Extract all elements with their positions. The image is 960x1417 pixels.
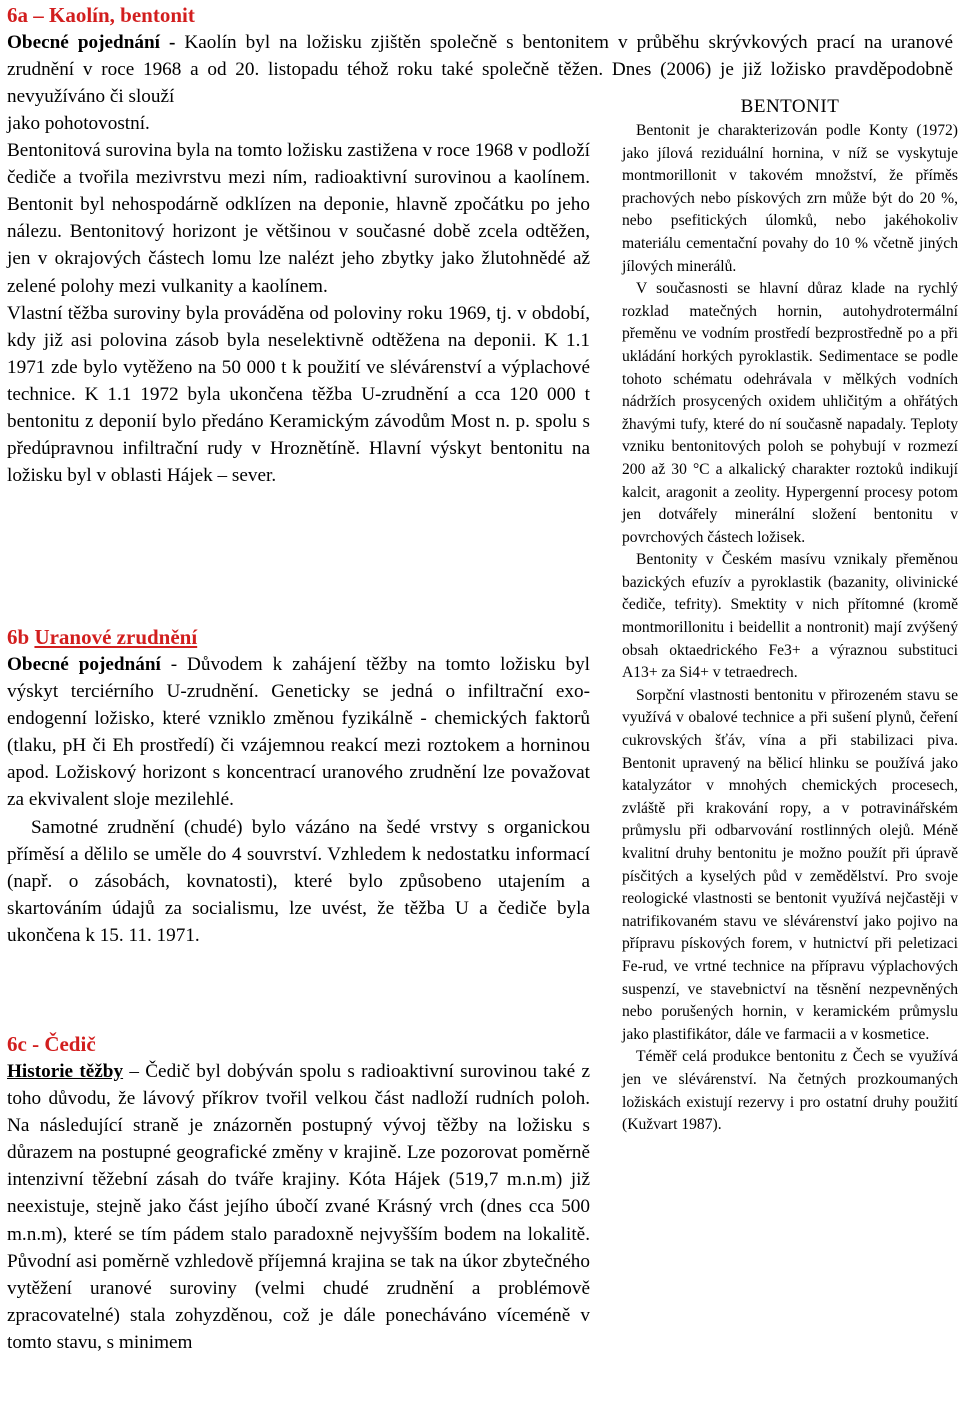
section-6a-paragraph-1: Bentonitová surovina byla na tomto ložisku zastižena v roce 1968 v podloží čediče a tvořila mezivrstvu mezi ním, radioaktivní surovinou a kaolínem. Bentonit byl nehospodárně odklízen na deponie, hlavně zpočátku po jeho nálezu. Bentonitový horizont je většinou v současné době zcela odtěžen, jen v okrajových částech lomu lze nalézt jeho zbytky jako žlutohnědé až zelené polohy mezi vulkanity a kaolínem. <box>7 140 590 297</box>
sidebar-paragraph-2: V současnosti se hlavní důraz klade na rychlý rozklad matečných hornin, autohydrotermální přeměnu ve vodním prostředí bezprostředně po a při ukládání horkých pyroklastik. Sedimentace se podle tohoto schématu odehrávala v mělkých vodních nádržích prosycených oxidem uhličitým a ohřátých žhavými tufy, které do ní současně napadaly. Teploty vzniku bentonitových poloh se pohybují v rozmezí 200 až 30 °C a alkalický charakter roztoků indikují kalcit, aragonit a zeolity. Hypergenní procesy potom jen dotvářely minerální složení bentonitu v povrchových částech ložisek. <box>622 280 958 546</box>
section-6c-body <box>7 1058 590 1356</box>
section-6a-intro-end: jako pohotovostní. <box>7 113 150 134</box>
sidebar-paragraph-5: Téměř celá produkce bentonitu z Čech se využívá jen ve slévárenství. Na četných prozkoumaných ložiskách existují rezervy i pro ostatní druhy použití (Kužvart 1987). <box>622 1048 958 1134</box>
section-6a-intro-text: Kaolín byl na ložisku zjištěn společně s bentonitem v průběhu skrývkových prací na uranové zrudnění v roce 1968 a od 20. listopadu téhož roku také společně těžen. Dnes (2006) je již ložisko pravděpodobně nevyužíváno či slouží <box>7 32 953 108</box>
sidebar-paragraph-4: Sorpční vlastnosti bentonitu v přirozeném stavu se využívá v obalové technice a při sušení plynů, čeření cukrovských šťáv, vína a při stabilizaci piva. Bentonit upravený na bělicí hlinku se používá jako katalyzátor v mnohých chemických procesech, zvláště při krakování ropy, a v potravinářském průmyslu při odbarvování rostlinných olejů. Méně kvalitní druhy bentonitu je možno použít při úpravě písčitých a kyselých půd v zemědělství. Pro svoje reologické vlastnosti se bentonit využívá nejčastěji v natrifikovaném stavu ve slévárenství jako pojivo na přípravu pískových forem, v hutnictví při peletizaci Fe-rud, ve vrtné technice na přípravu výplachových suspenzí, ve stavebnictví na těsnění nezpevněných nebo porušených hornin, v keramickém průmyslu jako plastifikátor, dále ve farmacii a v kosmetice. <box>622 686 958 1043</box>
section-6b-paragraph-1-text: - Důvodem k zahájení těžby na tomto ložisku byl výskyt terciérního U-zrudnění. Geneticky se jedná o infiltrační exo-endogenní ložisko, které vzniklo změnou fyzikálně - chemických faktorů (tlaku, pH či Eh prostředí) či vzájemnou reakcí mezi roztokem a horninou apod. Ložiskový horizont s koncentrací uranového zrudnění lze považovat za ekvivalent sloje mezilehlé. <box>7 654 590 811</box>
sidebar-paragraph-3: Bentonity v Českém masívu vznikaly přeměnou bazických efuzív a pyroklastik (bazanity, olivinické čediče, tefrity). Smektity v nich přítomné (kromě montmorillonitu i beidellit a nontronit) mají zvýšený obsah oktaedrického Fe3+ a výraznou substituci A13+ za Si4+ v tetraedrech. <box>622 551 958 682</box>
section-6c-paragraph-1-text: – Čedič byl dobýván spolu s radioaktivní surovinou také z toho důvodu, že lávový příkrov tvořil velkou část nadloží rudních poloh. Na následující straně je znázorněn postupný vývoj těžby na ložisku s důrazem na postupné geografické změny v krajině. Lze pozorovat poměrně intenzivní těžební zásah do tváře krajiny. Kóta Hájek (519,7 m.n.m) již neexistuje, stejně jako část jejího úbočí zvané Krásný vrch (dnes cca 500 m.n.m), které se tím pádem stalo paradoxně nejvyšším bodem na lokalitě. Původní asi poměrně vzhledově příjemná krajina se tak na úkor zbytečného vytěžení uranové suroviny (velmi chudé zrudnění a problémově zpracovatelné) stala zohyzděnou, což je dále ponecháváno víceméně v tomto stavu, s minimem <box>7 1061 590 1353</box>
section-6c-heading: 6c - Čedič <box>7 1032 96 1056</box>
bentonit-sidebar <box>622 94 958 1137</box>
section-6c-lead: Historie těžby <box>7 1061 124 1082</box>
section-6a-paragraph-2: Vlastní těžba suroviny byla prováděna od poloviny roku 1969, tj. v období, kdy již asi polovina zásob byla neselektivně odtěžena na deponii. K 1.1 1971 zde bylo vytěženo na 50 000 t k použití ve slévárenství a výplachové technice. K 1.1 1972 byla ukončena těžba U-zrudnění a cca 120 000 t bentonitu z deponií bylo předáno Keramickým závodům Most n. p. spolu s předúpravnou infiltrační rudy v Hroznětíně. Hlavní výskyt bentonitu na ložisku byl v oblasti Hájek – sever. <box>7 302 590 487</box>
section-6b-paragraph-2: Samotné zrudnění (chudé) bylo vázáno na šedé vrstvy s organickou příměsí a dělilo se uměle do 4 souvrství. Vzhledem k nedostatku informací (např. o zásobách, kovnatosti), které bylo způsobeno utajením a skartováním údajů za socialismu, lze uvést, že těžba U a čediče byla ukončena k 15. 11. 1971. <box>7 816 590 946</box>
section-6b-lead: Obecné pojednání <box>7 654 161 675</box>
section-6c-paragraph-1 <box>7 1058 590 1356</box>
section-6a-heading: 6a – Kaolín, bentonit <box>7 3 195 27</box>
section-6a-lead: Obecné pojednání - <box>7 32 176 53</box>
sidebar-title: BENTONIT <box>740 96 840 117</box>
section-6b-paragraph-1 <box>7 651 590 814</box>
section-6b-heading-title: Uranové zrudnění <box>34 625 198 649</box>
sidebar-paragraph-1: Bentonit je charakterizován podle Konty (1972) jako jílová reziduální hornina, v níž se vyskytuje montmorillonit v takovém množství, že příměs prachových nebo pískových zrn může být do 20 %, nebo psefitických úlomků, nebo jakéhokoliv materiálu cementační povahy do 10 % včetně jiných jílových minerálů. <box>622 122 958 275</box>
section-6b-heading <box>7 624 197 650</box>
section-6b-heading-prefix: 6b <box>7 625 35 649</box>
section-6a-body <box>7 110 590 489</box>
section-6b-body <box>7 651 590 949</box>
